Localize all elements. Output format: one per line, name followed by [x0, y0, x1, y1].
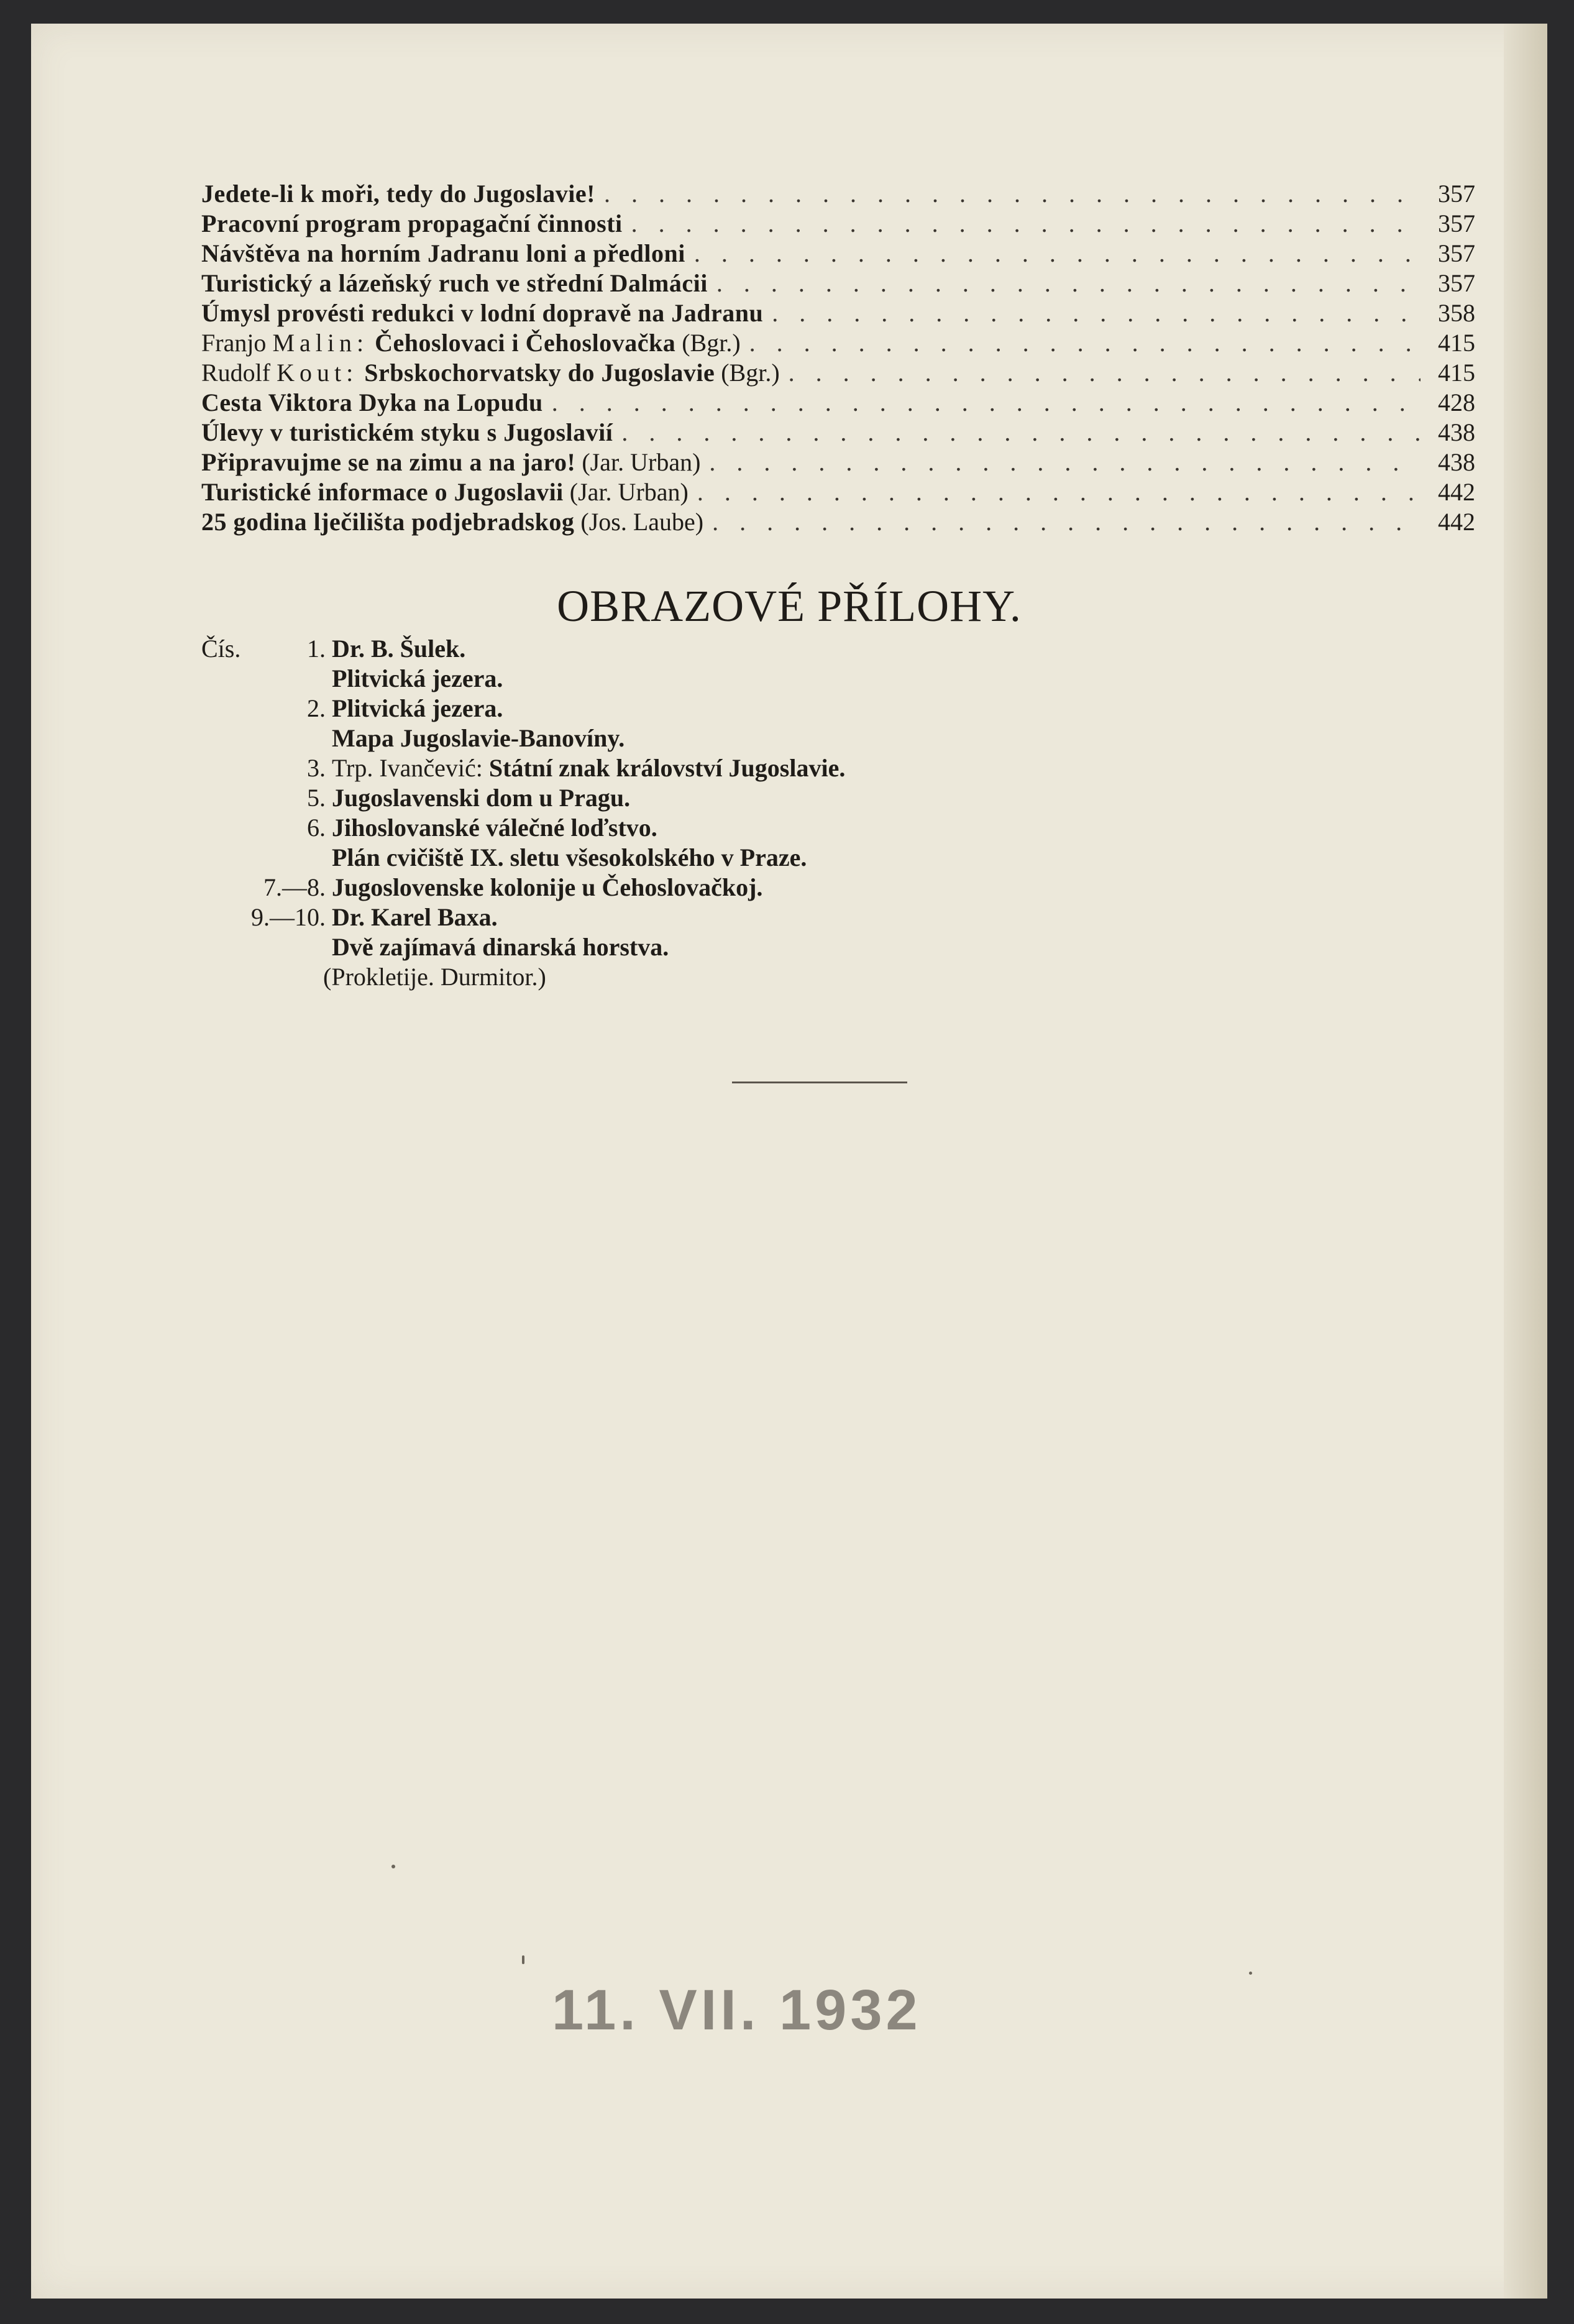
- toc-row: [201, 418, 1475, 448]
- plate-caption: Jugoslovenske kolonije u Čehoslovačkoj.: [332, 873, 763, 901]
- toc-page-number: 357: [1438, 239, 1475, 267]
- dot-leader: [604, 179, 1421, 209]
- dot-leader: [772, 298, 1421, 328]
- table-of-contents: [201, 179, 1475, 537]
- toc-row: [201, 239, 1475, 269]
- toc-title-text: Pracovní program propagační činnosti: [201, 209, 623, 237]
- dot-leader: [631, 209, 1421, 239]
- page-spine-shadow: [1504, 24, 1547, 2299]
- paper-speck: [522, 1955, 524, 1964]
- toc-row: [201, 269, 1475, 298]
- toc-author-last: Malin:: [272, 329, 369, 357]
- plate-number: [201, 634, 326, 664]
- toc-title-text: Cesta Viktora Dyka na Lopudu: [201, 388, 543, 416]
- plate-line: [201, 903, 1133, 932]
- plate-line: [201, 694, 1133, 723]
- toc-page-number: 428: [1438, 388, 1475, 416]
- toc-title: [201, 179, 595, 209]
- dot-leader: [789, 358, 1421, 388]
- toc-title: [201, 358, 780, 388]
- plate-author: Trp. Ivančević:: [332, 754, 483, 782]
- plate-number-value: 3.: [307, 754, 326, 782]
- plates-list: [201, 634, 1133, 992]
- toc-page-number: 357: [1438, 180, 1475, 208]
- toc-row: [201, 448, 1475, 477]
- toc-page-number: 438: [1438, 418, 1475, 446]
- toc-note: (Jar. Urban): [569, 478, 689, 506]
- plate-number-value: 1.: [307, 635, 326, 663]
- toc-title-text: Srbskochorvatsky do Jugoslavie: [364, 359, 715, 387]
- toc-title-text: Úmysl provésti redukci v lodní dopravě na Jadranu: [201, 299, 764, 327]
- toc-title-text: 25 godina lječilišta podjebradskog: [201, 508, 575, 536]
- paper-speck: [391, 1865, 395, 1868]
- toc-row: [201, 477, 1475, 507]
- plate-caption: Dvě zajímavá dinarská horstva.: [332, 933, 669, 961]
- plates-heading: OBRAZOVÉ PŘÍLOHY.: [557, 581, 1022, 631]
- dot-leader: [694, 239, 1421, 269]
- plate-caption: [332, 753, 845, 783]
- toc-row: [201, 209, 1475, 239]
- date-stamp: 11. VII. 1932: [552, 1978, 922, 2042]
- toc-title: [201, 448, 700, 477]
- toc-note: (Jar. Urban): [582, 448, 701, 476]
- toc-row: [201, 358, 1475, 388]
- document-page: [31, 24, 1547, 2299]
- dot-leader: [697, 477, 1421, 507]
- toc-title: [201, 507, 703, 537]
- toc-title-text: Úlevy v turistickém styku s Jugoslavií: [201, 418, 613, 446]
- plate-line: [201, 873, 1133, 903]
- toc-title: [201, 298, 763, 328]
- plate-number-value: 6.: [307, 814, 326, 842]
- toc-row: [201, 507, 1475, 537]
- toc-title-text: Čehoslovaci i Čehoslovačka: [375, 329, 676, 357]
- toc-row: [201, 328, 1475, 358]
- toc-page-number: 358: [1438, 299, 1475, 327]
- toc-note: (Bgr.): [682, 329, 741, 357]
- plate-line: [201, 753, 1133, 783]
- dot-leader: [716, 269, 1421, 298]
- toc-title-text: Turistický a lázeňský ruch ve střední Dalmácii: [201, 269, 708, 297]
- toc-page-number: 442: [1438, 478, 1475, 506]
- plate-number-label: Čís.: [201, 635, 241, 663]
- toc-title: [201, 269, 708, 298]
- toc-author-last: Kout:: [277, 359, 359, 387]
- toc-row: [201, 388, 1475, 418]
- dot-leader: [709, 448, 1421, 477]
- toc-page-number: 415: [1438, 329, 1475, 357]
- toc-row: [201, 298, 1475, 328]
- paper-speck: [1249, 1972, 1252, 1975]
- plate-line: [201, 723, 1133, 753]
- plate-line: [201, 962, 1133, 992]
- plate-caption: Plán cvičiště IX. sletu všesokolského v Praze.: [332, 843, 807, 871]
- plate-line: [201, 813, 1133, 843]
- plate-line: [201, 664, 1133, 694]
- toc-row: [201, 179, 1475, 209]
- toc-page-number: 442: [1438, 508, 1475, 536]
- toc-page-number: 357: [1438, 269, 1475, 297]
- toc-page-number: 415: [1438, 359, 1475, 387]
- toc-page-number: 357: [1438, 209, 1475, 237]
- toc-note: (Jos. Laube): [580, 508, 704, 536]
- toc-author-first: Franjo: [201, 329, 267, 357]
- toc-title: [201, 328, 741, 358]
- dot-leader: [621, 418, 1421, 448]
- plate-line: [201, 932, 1133, 962]
- toc-title: [201, 239, 685, 269]
- plate-caption: Mapa Jugoslavie-Banovíny.: [332, 724, 625, 752]
- plate-caption: Plitvická jezera.: [332, 664, 503, 692]
- dot-leader: [749, 328, 1421, 358]
- plate-caption: Dr. B. Šulek.: [332, 635, 466, 663]
- plate-title: Státní znak království Jugoslavie.: [488, 754, 846, 782]
- plate-caption: Jihoslovanské válečné loďstvo.: [332, 814, 657, 842]
- toc-author-first: Rudolf: [201, 359, 271, 387]
- plate-caption: (Prokletije. Durmitor.): [323, 963, 546, 991]
- toc-title: [201, 418, 613, 448]
- plate-caption: Jugoslavenski dom u Pragu.: [332, 784, 631, 812]
- plate-number-value: 5.: [307, 784, 326, 812]
- section-divider: [732, 1082, 907, 1083]
- plate-line: [201, 783, 1133, 813]
- plate-number-value: 2.: [307, 694, 326, 722]
- plate-number-value: 9.—10.: [251, 903, 326, 931]
- plate-line: [201, 634, 1133, 664]
- toc-title-text: Jedete-li k moři, tedy do Jugoslavie!: [201, 180, 595, 208]
- dot-leader: [712, 507, 1421, 537]
- toc-page-number: 438: [1438, 448, 1475, 476]
- dot-leader: [552, 388, 1421, 418]
- plate-caption: Dr. Karel Baxa.: [332, 903, 498, 931]
- toc-title-text: Turistické informace o Jugoslavii: [201, 478, 564, 506]
- plate-line: [201, 843, 1133, 873]
- plate-number-value: 7.—8.: [263, 873, 326, 901]
- toc-title-text: Připravujme se na zimu a na jaro!: [201, 448, 576, 476]
- toc-title: [201, 388, 543, 418]
- toc-title-text: Návštěva na horním Jadranu loni a předloni: [201, 239, 685, 267]
- plate-caption: Plitvická jezera.: [332, 694, 503, 722]
- toc-title: [201, 209, 623, 239]
- toc-note: (Bgr.): [721, 359, 780, 387]
- toc-title: [201, 477, 689, 507]
